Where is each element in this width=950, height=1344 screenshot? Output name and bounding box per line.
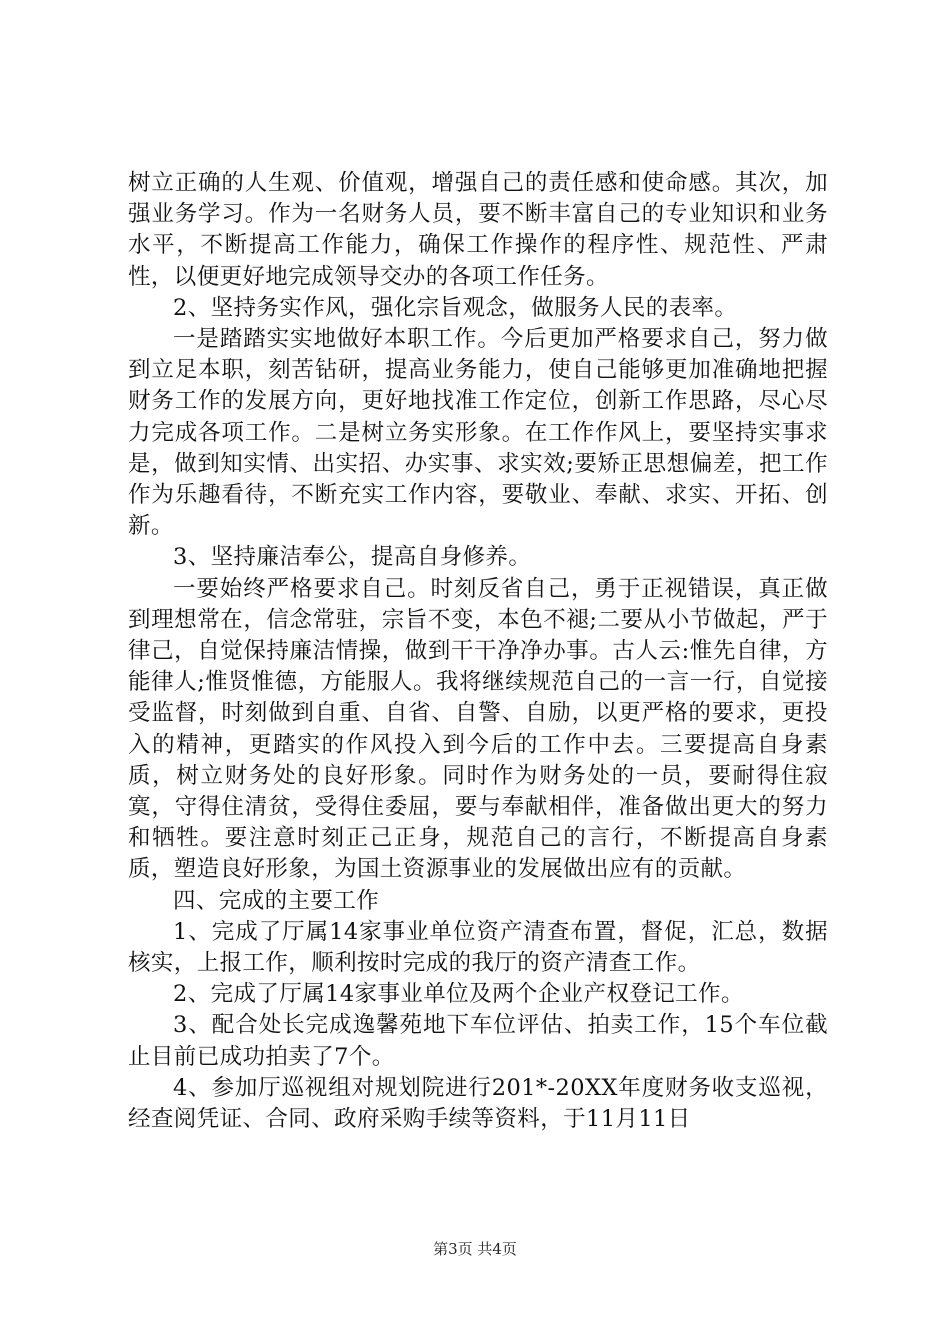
paragraph-continuation: 树立正确的人生观、价值观，增强自己的责任感和使命感。其次，加强业务学习。作为一名财务人员，要不断丰富自己的专业知识和业务水平，不断提高工作能力，确保工作操作的程序性、规范性、严肃性，以便更好地完成领导交办的各项工作任务。 [128, 170, 828, 290]
section-heading-main-work: 四、完成的主要工作 [173, 887, 380, 914]
work-item-4: 4、参加厅巡视组对规划院进行201*-20XX年度财务收支巡视，经查阅凭证、合同、政府采购手续等资料，于11月11日 [128, 1074, 828, 1133]
section-heading-2: 2、坚持务实作风，强化宗旨观念，做服务人民的表率。 [173, 294, 738, 321]
work-item-1: 1、完成了厅属14家事业单位资产清查布置，督促，汇总，数据核实，上报工作，顺利按时完成的我厅的资产清查工作。 [128, 918, 828, 977]
paragraph-integrity: 一要始终严格要求自己。时刻反省自己，勇于正视错误，真正做到理想常在，信念常驻，宗旨不变，本色不褪;二要从小节做起，严于律己，自觉保持廉洁情操，做到干干净净办事。古人云:惟先自律，方能律人;惟贤惟德，方能服人。我将继续规范自己的一言一行，自觉接受监督，时刻做到自重、自省、自警、自励，以更严格的要求，更投入的精神，更踏实的作风投入到今后的工作中去。三要提高自身素质，树立财务处的良好形象。同时作为财务处的一员，要耐得住寂寞，守得住清贫，受得住委屈，要与奉献相伴，准备做出更大的努力和牺牲。要注意时刻正己正身，规范自己的言行，不断提高自身素质，塑造良好形象，为国土资源事业的发展做出应有的贡献。 [128, 575, 828, 883]
section-heading-3: 3、坚持廉洁奉公，提高自身修养。 [173, 544, 532, 571]
document-body [128, 168, 828, 1135]
paragraph-work-style: 一是踏踏实实地做好本职工作。今后更加严格要求自己，努力做到立足本职，刻苦钻研，提高业务能力，使自己能够更加准确地把握财务工作的发展方向，更好地找准工作定位，创新工作思路，尽心尽力完成各项工作。二是树立务实形象。在工作作风上，要坚持实事求是，做到知实情、出实招、办实事、求实效;要矫正思想偏差，把工作作为乐趣看待，不断充实工作内容，要敬业、奉献、求实、开拓、创新。 [128, 326, 828, 540]
page-number-footer: 第3页 共4页 [433, 1240, 517, 1258]
work-item-3: 3、配合处长完成逸馨苑地下车位评估、拍卖工作，15个车位截止目前已成功拍卖了7个。 [128, 1012, 828, 1070]
work-item-2: 2、完成了厅属14家事业单位及两个企业产权登记工作。 [173, 981, 744, 1008]
